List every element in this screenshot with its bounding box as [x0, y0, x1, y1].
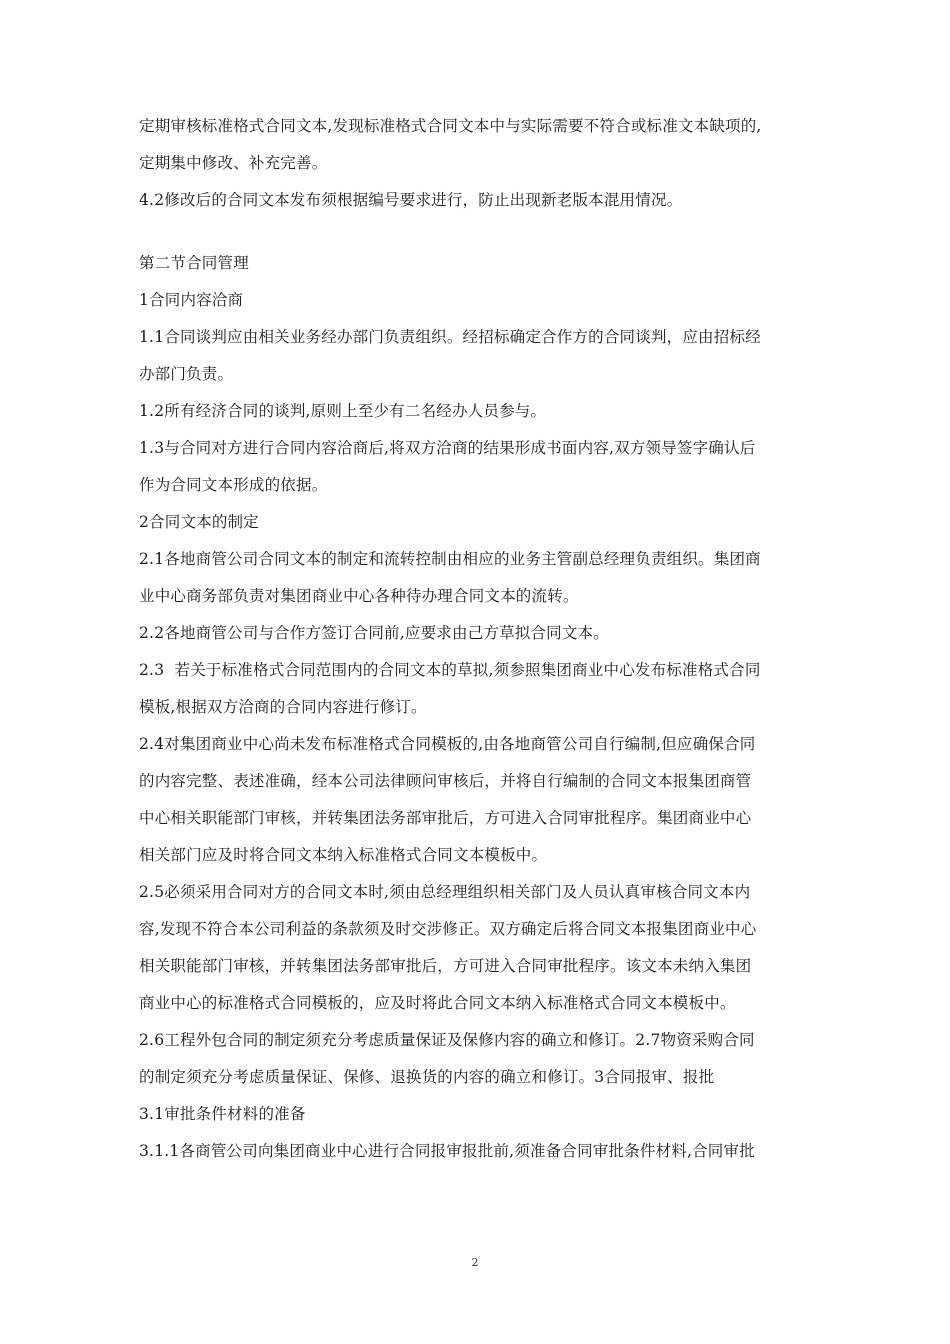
- subsection-heading: 1合同内容洽商: [139, 291, 244, 309]
- text-line: 模板,根据双方洽商的合同内容进行修订。: [139, 698, 427, 716]
- text-line: 2.3 若关于标准格式合同范围内的合同文本的草拟,须参照集团商业中心发布标准格式合同: [139, 661, 761, 679]
- text-line: 容,发现不符合本公司利益的条款须及时交涉修正。双方确定后将合同文本报集团商业中心: [139, 920, 757, 938]
- text-line: 定期集中修改、补充完善。: [139, 154, 328, 172]
- text-line: 相关部门应及时将合同文本纳入标准格式合同文本模板中。: [139, 846, 548, 864]
- text-line: 的制定须充分考虑质量保证、保修、退换货的内容的确立和修订。3合同报审、报批: [139, 1068, 715, 1086]
- text-line: 业中心商务部负责对集团商业中心各种待办理合同文本的流转。: [139, 587, 579, 605]
- text-line: 4.2修改后的合同文本发布须根据编号要求进行，防止出现新老版本混用情况。: [139, 191, 683, 209]
- text-line: 2.5必须采用合同对方的合同文本时,须由总经理组织相关部门及人员认真审核合同文本内: [139, 883, 751, 901]
- text-line: 作为合同文本形成的依据。: [139, 476, 328, 494]
- text-line: 3.1.1各商管公司向集团商业中心进行合同报审报批前,须准备合同审批条件材料,合同审批: [139, 1142, 755, 1160]
- text-line: 2.1各地商管公司合同文本的制定和流转控制由相应的业务主管副总经理负责组织。集团商: [139, 550, 761, 568]
- text-line: 2.6工程外包合同的制定须充分考虑质量保证及保修内容的确立和修订。2.7物资采购合同: [139, 1031, 755, 1049]
- subsection-heading: 3.1审批条件材料的准备: [139, 1105, 306, 1123]
- page-number: 2: [471, 1256, 479, 1269]
- text-line: 商业中心的标准格式合同模板的，应及时将此合同文本纳入标准格式合同文本模板中。: [139, 994, 736, 1012]
- text-line: 2.2各地商管公司与合作方签订合同前,应要求由己方草拟合同文本。: [139, 624, 609, 642]
- text-line: 中心相关职能部门审核，并转集团法务部审批后，方可进入合同审批程序。集团商业中心: [139, 809, 752, 827]
- text-line: 1.1合同谈判应由相关业务经办部门负责组织。经招标确定合作方的合同谈判，应由招标经: [139, 328, 761, 346]
- subsection-heading: 2合同文本的制定: [139, 513, 259, 531]
- text-line: 办部门负责。: [139, 365, 234, 383]
- section-heading: 第二节合同管理: [139, 254, 249, 272]
- text-line: 1.3与合同对方进行合同内容洽商后,将双方洽商的结果形成书面内容,双方领导签字确认后: [139, 439, 756, 457]
- text-line: 2.4对集团商业中心尚未发布标准格式合同模板的,由各地商管公司自行编制,但应确保合同: [139, 735, 756, 753]
- text-line: 定期审核标准格式合同文本,发现标准格式合同文本中与实际需要不符合或标准文本缺项的,: [139, 117, 762, 135]
- text-line: 的内容完整、表述准确，经本公司法律顾问审核后，并将自行编制的合同文本报集团商管: [139, 772, 752, 790]
- document-body: [139, 116, 819, 1178]
- text-line: 相关职能部门审核，并转集团法务部审批后，方可进入合同审批程序。该文本未纳入集团: [139, 957, 752, 975]
- text-line: 1.2所有经济合同的谈判,原则上至少有二名经办人员参与。: [139, 402, 547, 420]
